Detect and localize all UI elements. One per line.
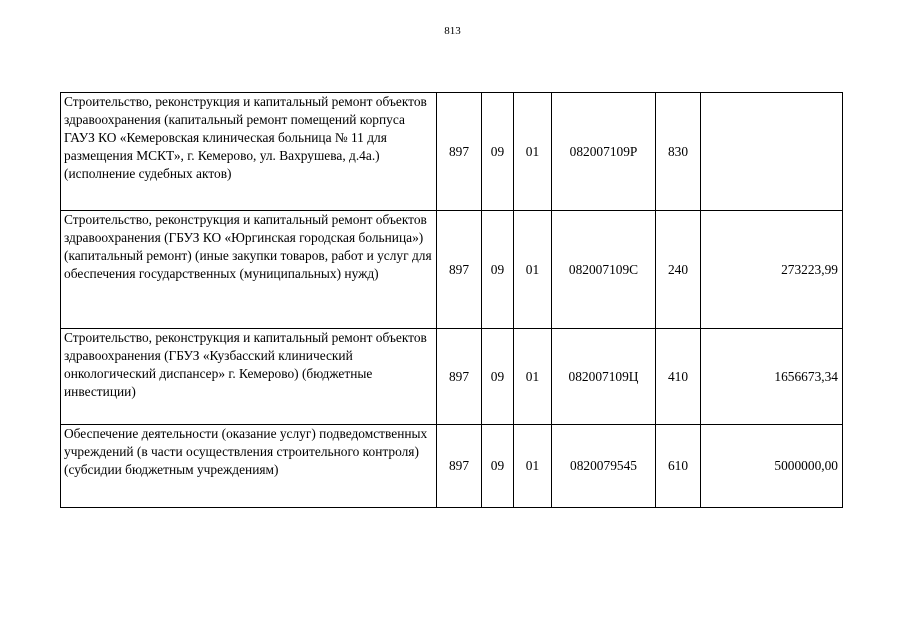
subsection-code: 01 (514, 93, 552, 211)
section-code: 09 (482, 211, 514, 329)
expense-type-code: 830 (656, 93, 701, 211)
expense-type-code: 240 (656, 211, 701, 329)
ministry-code: 897 (437, 329, 482, 425)
ministry-code: 897 (437, 211, 482, 329)
table-row (61, 211, 843, 329)
ministry-code: 897 (437, 93, 482, 211)
subsection-code: 01 (514, 329, 552, 425)
row-description: Обеспечение деятельности (оказание услуг) подведомственных учреждений (в части осуществления строительного контроля) (субсидии бюджетным учреждениям) (61, 425, 437, 508)
ministry-code: 897 (437, 425, 482, 508)
table-row (61, 329, 843, 425)
budget-table (60, 92, 843, 508)
subsection-code: 01 (514, 425, 552, 508)
row-description: Строительство, реконструкция и капитальный ремонт объектов здравоохранения (ГБУЗ «Кузбасский клинический онкологический диспансер» г. Кемерово) (бюджетные инвестиции) (61, 329, 437, 425)
subsection-code: 01 (514, 211, 552, 329)
amount: 1656673,34 (701, 329, 843, 425)
target-article-code: 082007109Ц (552, 329, 656, 425)
amount: 273223,99 (701, 211, 843, 329)
expense-type-code: 410 (656, 329, 701, 425)
table-row (61, 93, 843, 211)
row-description: Строительство, реконструкция и капитальный ремонт объектов здравоохранения (ГБУЗ КО «Юргинская городская больница») (капитальный ремонт) (иные закупки товаров, работ и услуг для обеспечения государственных (муниципальных) нужд) (61, 211, 437, 329)
amount: 5000000,00 (701, 425, 843, 508)
section-code: 09 (482, 93, 514, 211)
amount (701, 93, 843, 211)
expense-type-code: 610 (656, 425, 701, 508)
section-code: 09 (482, 329, 514, 425)
row-description: Строительство, реконструкция и капитальный ремонт объектов здравоохранения (капитальный ремонт помещений корпуса ГАУЗ КО «Кемеровская клиническая больница № 11 для размещения МСКТ», г. Кемерово, ул. Вахрушева, д.4а.) (исполнение судебных актов) (61, 93, 437, 211)
section-code: 09 (482, 425, 514, 508)
target-article-code: 082007109С (552, 211, 656, 329)
target-article-code: 082007109Р (552, 93, 656, 211)
target-article-code: 0820079545 (552, 425, 656, 508)
page-number: 813 (444, 25, 461, 37)
table-row (61, 425, 843, 508)
